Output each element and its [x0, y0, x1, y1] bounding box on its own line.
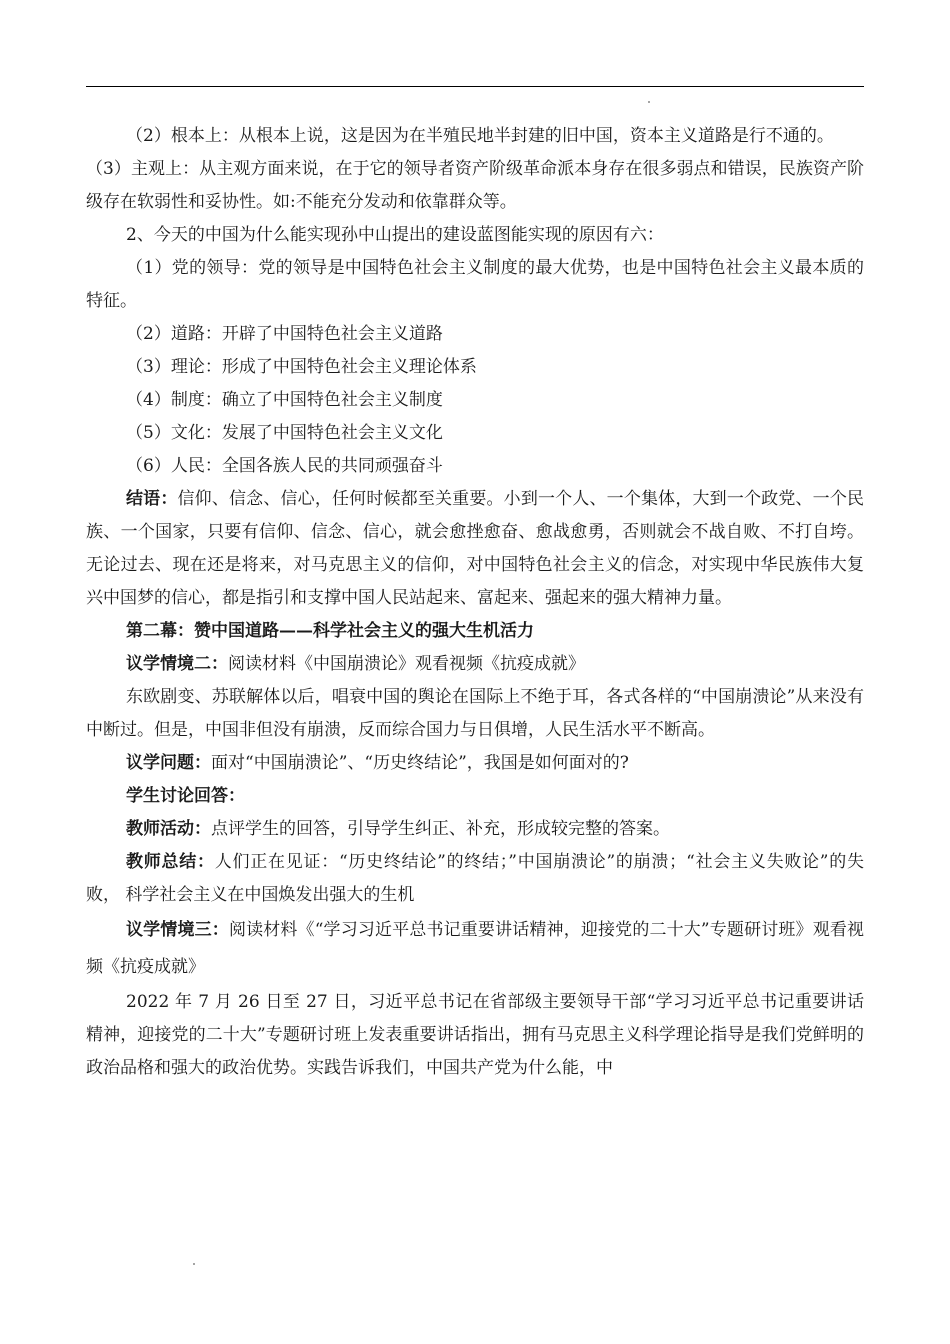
page-mark [648, 101, 650, 103]
paragraph [86, 813, 864, 846]
paragraph-text: 2022 年 7 月 26 日至 27 日，习近平总书记在省部级主要领导干部“学习习近平总书记重要讲话精神，迎接党的二十大”专题研讨班上发表重要讲话指出，拥有马克思主义科学理论指导是我们党鲜明的政治品格和强大的政治优势。实践告诉我们，中国共产党为什么能，中 [86, 992, 864, 1078]
paragraph-lead: 学生讨论回答： [126, 786, 245, 806]
paragraph-text: 阅读材料《中国崩溃论》观看视频《抗疫成就》 [228, 654, 585, 674]
paragraph-text: 2、今天的中国为什么能实现孙中山提出的建设蓝图能实现的原因有六： [126, 225, 664, 245]
document-body [86, 120, 864, 1085]
paragraph [86, 986, 864, 1085]
paragraph [86, 747, 864, 780]
paragraph-lead: 教师活动： [126, 819, 211, 839]
header-rule [86, 86, 864, 87]
paragraph [86, 417, 864, 450]
paragraph-lead: 议学情境二： [126, 654, 228, 674]
paragraph [86, 252, 864, 318]
paragraph-text: 阅读材料《“学习习近平总书记重要讲话精神，迎接党的二十大”专题研讨班》观看视频《抗疫成就》 [86, 920, 865, 977]
paragraph-text: 人们正在见证：“历史终结论”的终结；”中国崩溃论”的崩溃；“社会主义失败论”的失败， 科学社会主义在中国焕发出强大的生机 [86, 852, 864, 905]
paragraph [86, 912, 864, 986]
paragraph-text: （2）根本上：从根本上说，这是因为在半殖民地半封建的旧中国，资本主义道路是行不通的。 [126, 126, 834, 146]
paragraph-lead: 教师总结： [126, 852, 215, 872]
paragraph-text: （6）人民：全国各族人民的共同顽强奋斗 [126, 456, 443, 476]
paragraph-lead: 第二幕：赞中国道路——科学社会主义的强大生机活力 [126, 621, 534, 641]
paragraph [86, 780, 864, 813]
paragraph [86, 351, 864, 384]
paragraph [86, 318, 864, 351]
paragraph [86, 384, 864, 417]
paragraph-lead: 议学问题： [126, 753, 211, 773]
page-mark [193, 1263, 195, 1265]
paragraph [86, 120, 864, 153]
section-heading [86, 615, 864, 648]
paragraph [86, 219, 864, 252]
paragraph-lead: 议学情境三： [126, 920, 229, 940]
paragraph [86, 450, 864, 483]
paragraph-lead: 结语： [126, 489, 178, 509]
paragraph-text: （1）党的领导：党的领导是中国特色社会主义制度的最大优势，也是中国特色社会主义最本质的特征。 [86, 258, 864, 311]
paragraph-text: （5）文化：发展了中国特色社会主义文化 [126, 423, 443, 443]
paragraph [86, 153, 864, 219]
paragraph-text: 点评学生的回答，引导学生纠正、补充，形成较完整的答案。 [211, 819, 670, 839]
paragraph-text: （3）主观上：从主观方面来说，在于它的领导者资产阶级革命派本身存在很多弱点和错误，民族资产阶级存在软弱性和妥协性。如:不能充分发动和依靠群众等。 [86, 159, 864, 212]
paragraph-text: 东欧剧变、苏联解体以后，唱衰中国的舆论在国际上不绝于耳，各式各样的“中国崩溃论”从来没有中断过。但是，中国非但没有崩溃，反而综合国力与日俱增，人民生活水平不断高。 [86, 687, 864, 740]
paragraph [86, 681, 864, 747]
paragraph-text: （2）道路：开辟了中国特色社会主义道路 [126, 324, 443, 344]
paragraph-text: （3）理论：形成了中国特色社会主义理论体系 [126, 357, 477, 377]
paragraph-text: 面对“中国崩溃论”、“历史终结论”，我国是如何面对的? [211, 753, 629, 773]
paragraph [86, 648, 864, 681]
paragraph [86, 483, 864, 615]
paragraph [86, 846, 864, 912]
paragraph-text: 信仰、信念、信心，任何时候都至关重要。小到一个人、一个集体，大到一个政党、一个民族、一个国家，只要有信仰、信念、信心，就会愈挫愈奋、愈战愈勇，否则就会不战自败、不打自垮。无论过去、现在还是将来，对马克思主义的信仰，对中国特色社会主义的信念，对实现中华民族伟大复兴中国梦的信心，都是指引和支撑中国人民站起来、富起来、强起来的强大精神力量。 [86, 489, 864, 608]
paragraph-text: （4）制度：确立了中国特色社会主义制度 [126, 390, 443, 410]
